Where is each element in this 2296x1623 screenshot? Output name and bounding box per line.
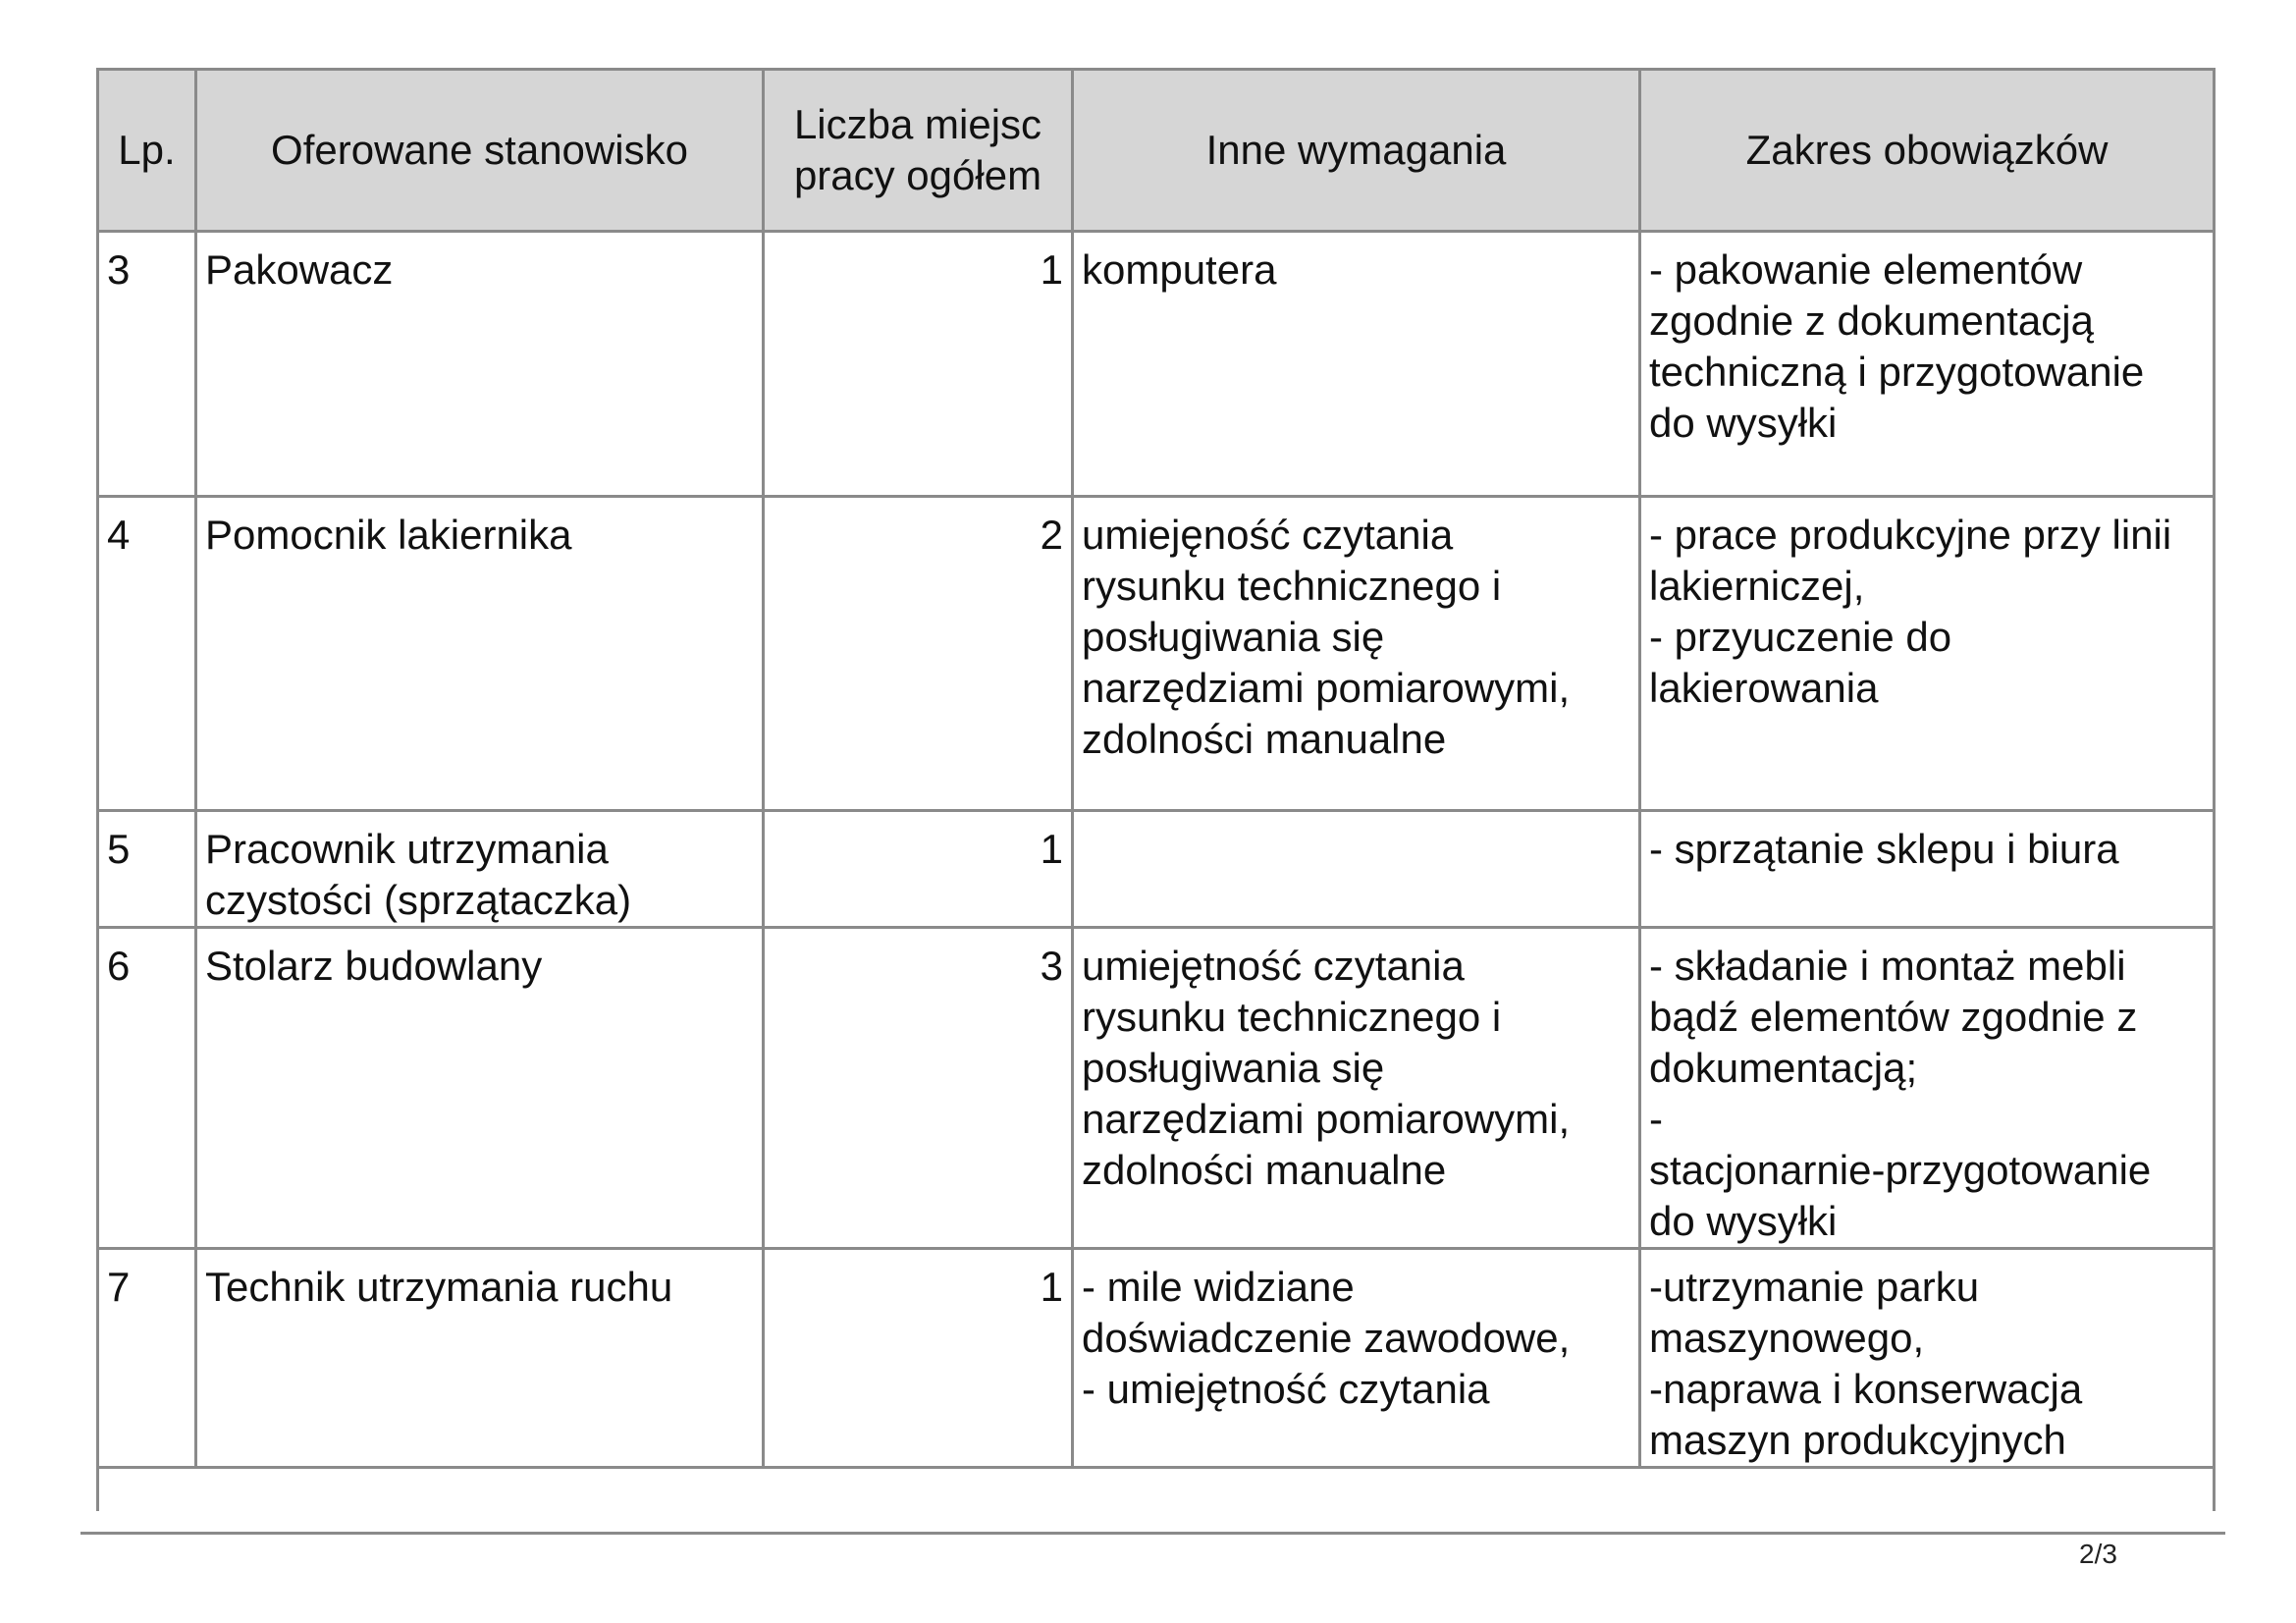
- cell-duties: [1640, 497, 2215, 811]
- header-count-line-1: Liczba miejsc: [793, 101, 1042, 147]
- requirements-line: posługiwania się: [1082, 1045, 1385, 1091]
- cell-empty: [1640, 1468, 2215, 1511]
- cell-requirements: [1073, 811, 1640, 928]
- header-count-line-2: pracy ogółem: [793, 152, 1042, 198]
- cell-count: 1: [764, 1249, 1073, 1468]
- header-lp: Lp.: [98, 70, 196, 232]
- requirements-line: umiejętność czytania: [1082, 943, 1465, 989]
- cell-empty: [764, 1468, 1073, 1511]
- table-row: [98, 232, 2215, 497]
- duties-line: -utrzymanie parku: [1649, 1264, 1980, 1310]
- requirements-line: narzędziami pomiarowymi,: [1082, 1096, 1571, 1142]
- cell-empty: [98, 1468, 196, 1511]
- table-row: [98, 1249, 2215, 1468]
- duties-line: - przyuczenie do: [1649, 614, 1952, 660]
- job-offers-table: [96, 68, 2216, 1511]
- cell-lp: 5: [98, 811, 196, 928]
- duties-line: maszyn produkcyjnych: [1649, 1417, 2066, 1463]
- cell-duties: [1640, 1249, 2215, 1468]
- cell-position: [196, 232, 764, 497]
- cell-empty: [196, 1468, 764, 1511]
- header-duties: Zakres obowiązków: [1640, 70, 2215, 232]
- table-row-empty: [98, 1468, 2215, 1511]
- table-row: [98, 811, 2215, 928]
- duties-line: stacjonarnie-przygotowanie: [1649, 1147, 2152, 1193]
- cell-count: 2: [764, 497, 1073, 811]
- table-row: [98, 497, 2215, 811]
- duties-line: techniczną i przygotowanie: [1649, 349, 2145, 395]
- header-count: [764, 70, 1073, 232]
- duties-line: do wysyłki: [1649, 1198, 1838, 1244]
- cell-lp: 7: [98, 1249, 196, 1468]
- duties-line: maszynowego,: [1649, 1315, 1925, 1361]
- requirements-line: rysunku technicznego i: [1082, 563, 1502, 609]
- position-line: Stolarz budowlany: [205, 943, 543, 989]
- cell-duties: [1640, 232, 2215, 497]
- cell-empty: [1073, 1468, 1640, 1511]
- position-line: Pracownik utrzymania: [205, 826, 609, 872]
- duties-line: - sprzątanie sklepu i biura: [1649, 826, 2119, 872]
- cell-lp: 4: [98, 497, 196, 811]
- duties-line: dokumentacją;: [1649, 1045, 1918, 1091]
- requirements-line: - mile widziane: [1082, 1264, 1355, 1310]
- header-position: Oferowane stanowisko: [196, 70, 764, 232]
- cell-position: [196, 928, 764, 1249]
- position-line: Technik utrzymania ruchu: [205, 1264, 673, 1310]
- position-line: Pomocnik lakiernika: [205, 512, 572, 558]
- footer-divider: [80, 1532, 2225, 1535]
- cell-count: 1: [764, 811, 1073, 928]
- duties-line: - pakowanie elementów: [1649, 246, 2083, 293]
- duties-line: lakierowania: [1649, 665, 1879, 711]
- requirements-line: - umiejętność czytania: [1082, 1366, 1490, 1412]
- cell-count: 3: [764, 928, 1073, 1249]
- position-line: Pakowacz: [205, 246, 394, 293]
- cell-requirements: [1073, 1249, 1640, 1468]
- requirements-line: rysunku technicznego i: [1082, 994, 1502, 1040]
- cell-duties: [1640, 811, 2215, 928]
- header-requirements: Inne wymagania: [1073, 70, 1640, 232]
- duties-line: -naprawa i konserwacja: [1649, 1366, 2083, 1412]
- requirements-line: zdolności manualne: [1082, 1147, 1447, 1193]
- requirements-line: narzędziami pomiarowymi,: [1082, 665, 1571, 711]
- cell-lp: 3: [98, 232, 196, 497]
- cell-count: 1: [764, 232, 1073, 497]
- cell-lp: 6: [98, 928, 196, 1249]
- duties-line: bądź elementów zgodnie z: [1649, 994, 2138, 1040]
- requirements-line: doświadczenie zawodowe,: [1082, 1315, 1571, 1361]
- duties-line: lakierniczej,: [1649, 563, 1865, 609]
- requirements-line: posługiwania się: [1082, 614, 1385, 660]
- duties-line: - składanie i montaż mebli: [1649, 943, 2126, 989]
- cell-requirements: [1073, 928, 1640, 1249]
- requirements-line: zdolności manualne: [1082, 716, 1447, 762]
- position-line: czystości (sprzątaczka): [205, 877, 632, 923]
- duties-line: do wysyłki: [1649, 400, 1838, 446]
- duties-line: -: [1649, 1096, 1663, 1142]
- duties-line: - prace produkcyjne przy linii: [1649, 512, 2172, 558]
- cell-requirements: [1073, 232, 1640, 497]
- cell-requirements: [1073, 497, 1640, 811]
- requirements-line: umiejęność czytania: [1082, 512, 1454, 558]
- cell-position: [196, 497, 764, 811]
- cell-position: [196, 1249, 764, 1468]
- table-row: [98, 928, 2215, 1249]
- cell-duties: [1640, 928, 2215, 1249]
- requirements-line: komputera: [1082, 246, 1277, 293]
- table-body: [98, 232, 2215, 1511]
- table-header-row: [98, 70, 2215, 232]
- page-number: 2/3: [2079, 1539, 2117, 1569]
- cell-position: [196, 811, 764, 928]
- duties-line: zgodnie z dokumentacją: [1649, 298, 2094, 344]
